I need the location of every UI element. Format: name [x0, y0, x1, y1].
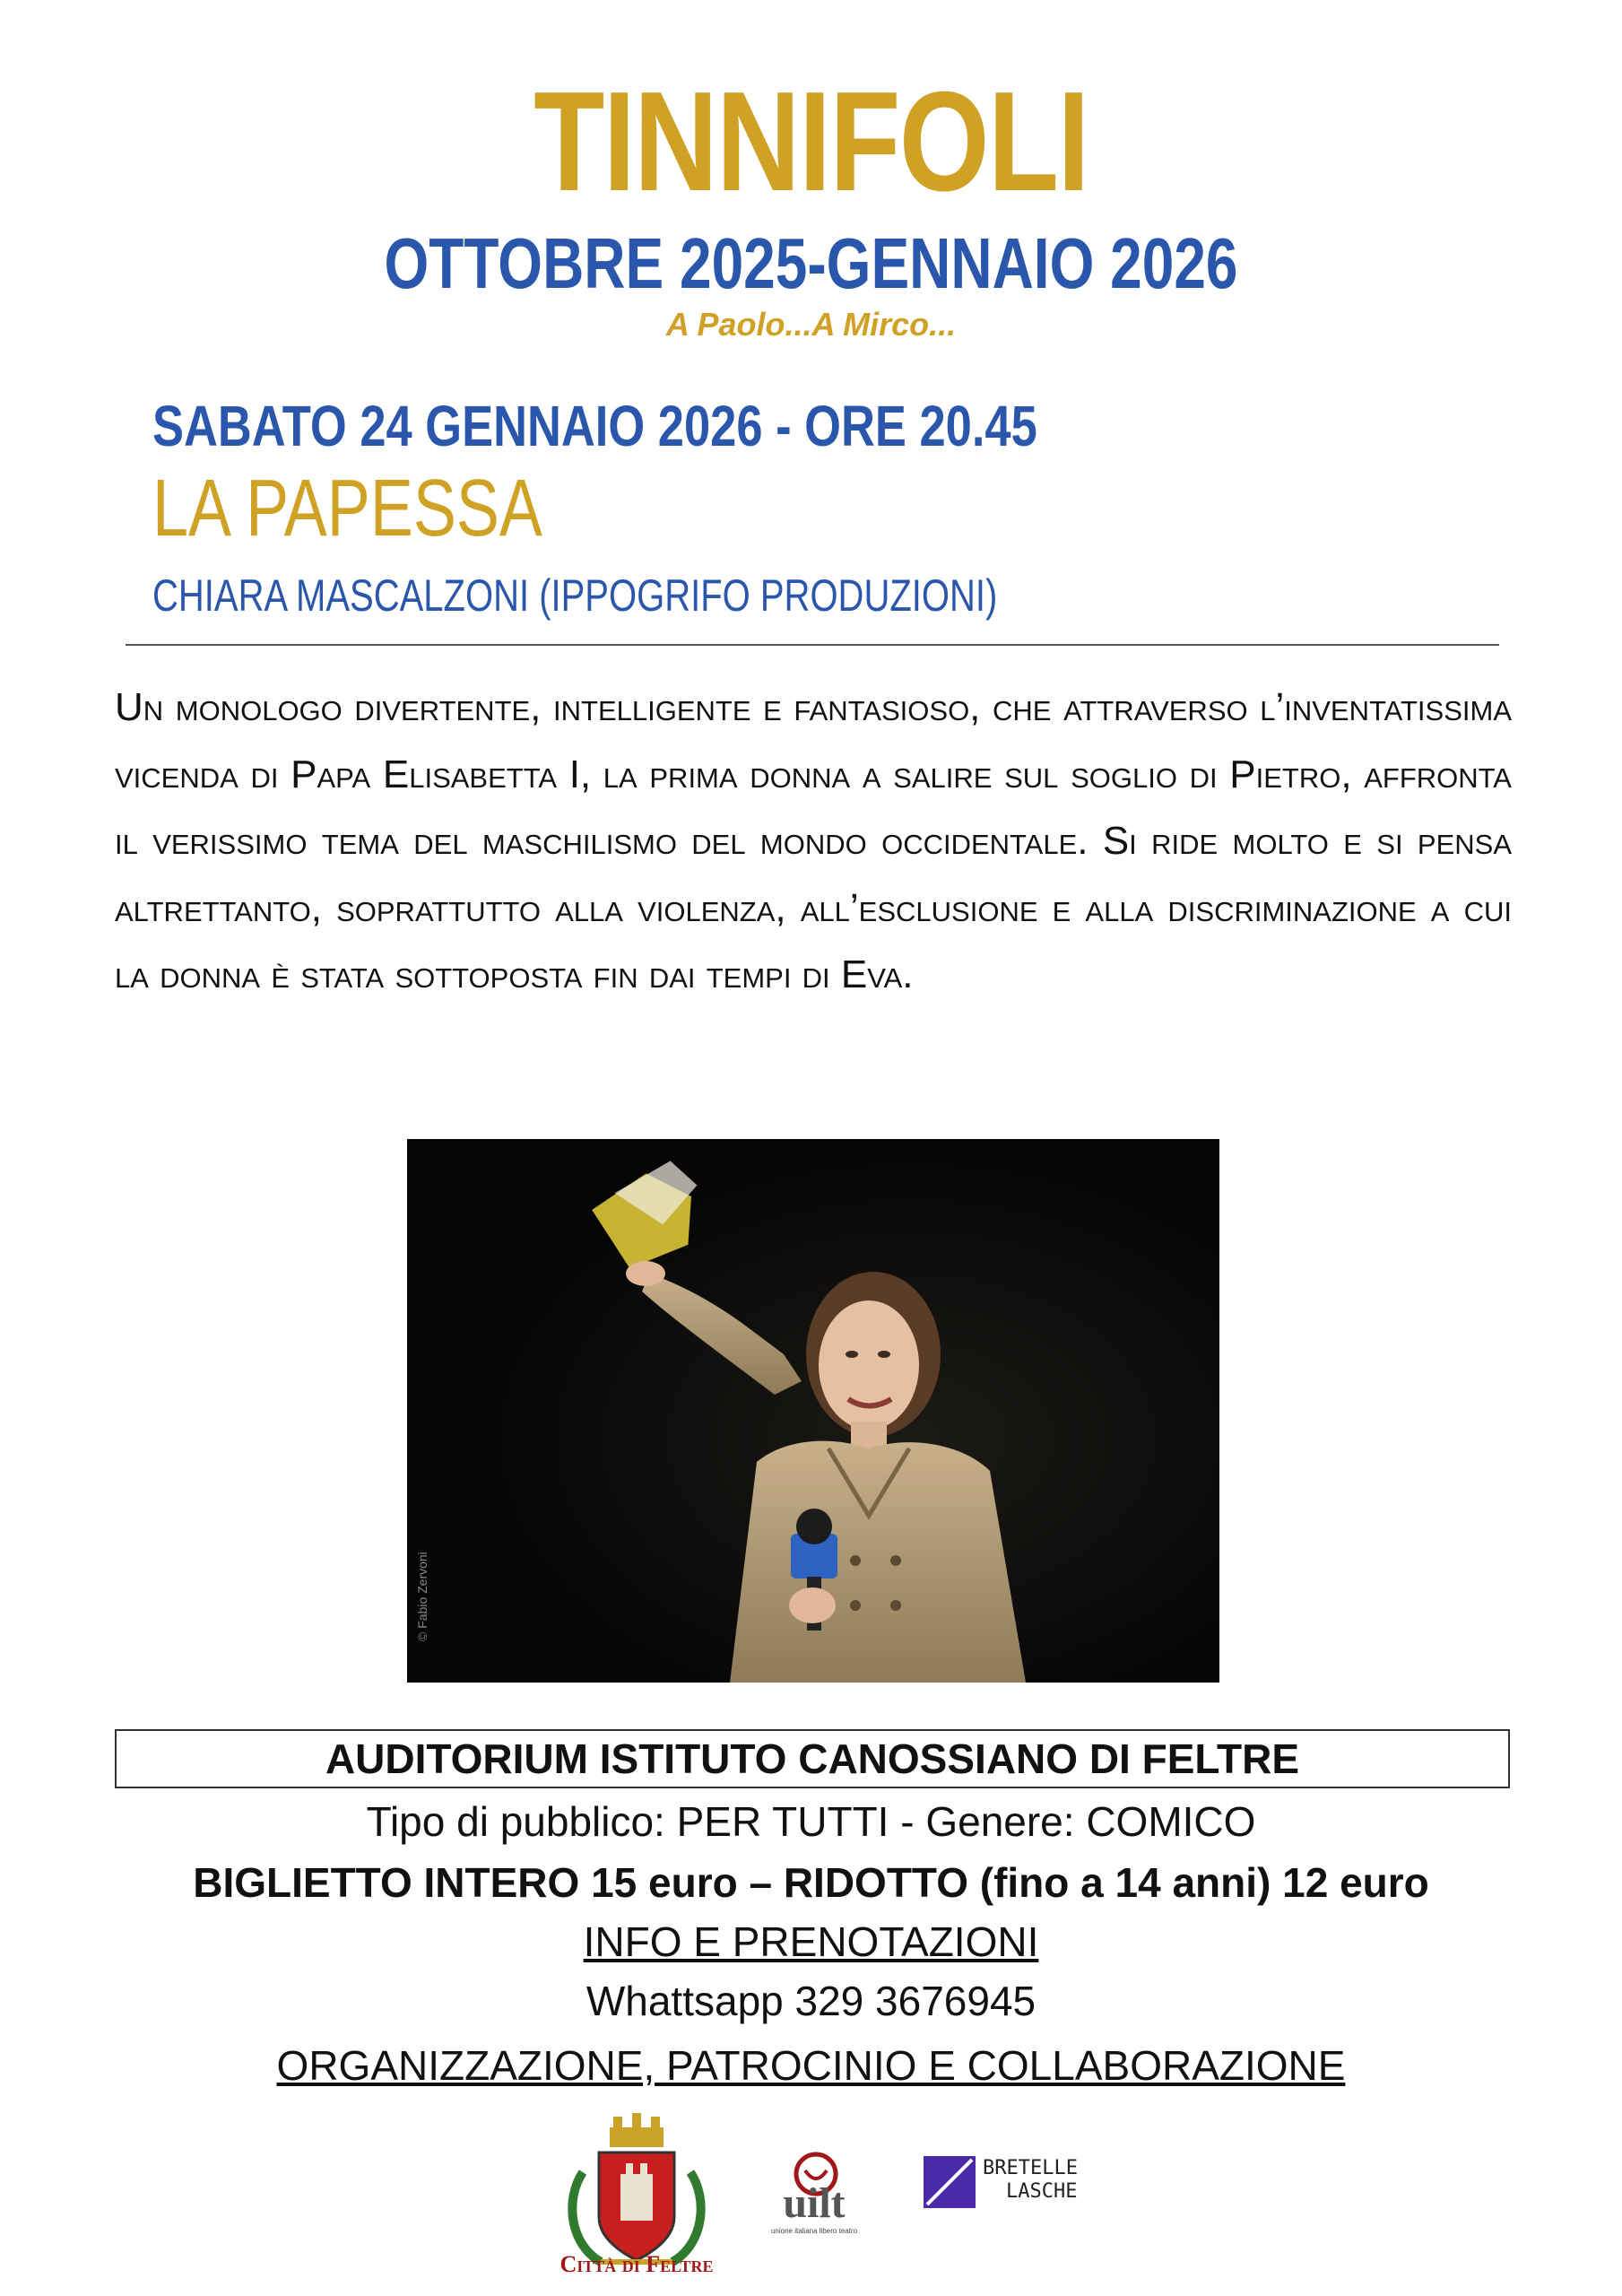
- bretelle-text-1: BRETELLE: [983, 2157, 1078, 2179]
- show-company: CHIARA MASCALZONI (IPPOGRIFO PRODUZIONI): [152, 570, 998, 621]
- uilt-logo: [751, 2145, 877, 2244]
- performer-photo-illustration: [407, 1139, 1219, 1683]
- photo-credit: © Fabio Zervoni: [415, 1552, 429, 1641]
- festival-title: TINNIFOLI: [533, 63, 1089, 221]
- bretelle-lasche-logo: [924, 2149, 1103, 2212]
- whatsapp-contact: Whattsapp 329 3676945: [585, 1978, 1037, 2024]
- uilt-caption: unione italiana libero teatro: [770, 2227, 858, 2235]
- show-title: LA PAPESSA: [152, 464, 542, 553]
- show-photo: [407, 1139, 1219, 1683]
- festival-dedication: A Paolo...A Mirco...: [665, 306, 957, 343]
- show-date: SABATO 24 GENNAIO 2026 - ORE 20.45: [152, 394, 1037, 458]
- show-description: Un monologo divertente, intelligente e fantasioso, che attraverso l’inventatissima vicenda di Papa Elisabetta I, la prima donna a salire sul soglio di Pietro, affronta il verissimo tema del maschilismo del mondo occidentale. Si ride molto e si pensa altrettanto, soprattutto alla violenza, all’esclusione e alla discriminazione a cui la donna è stata sottoposta fin dai tempi di Eva.: [115, 685, 1512, 996]
- info-heading: INFO E PRENOTAZIONI: [583, 1918, 1039, 1965]
- ticket-prices: BIGLIETTO INTERO 15 euro – RIDOTTO (fino a 14 anni) 12 euro: [193, 1859, 1429, 1906]
- bretelle-text-2: LASCHE: [1006, 2180, 1078, 2203]
- venue-name: AUDITORIUM ISTITUTO CANOSSIANO DI FELTRE: [325, 1735, 1300, 1782]
- audience-genre: Tipo di pubblico: PER TUTTI - Genere: COMICO: [366, 1798, 1256, 1845]
- feltre-caption: Città di Feltre: [559, 2251, 714, 2277]
- header-divider: [126, 644, 1499, 646]
- uilt-wordmark: uilt: [783, 2179, 846, 2227]
- organization-heading: ORGANIZZAZIONE, PATROCINIO E COLLABORAZIONE: [276, 2042, 1346, 2089]
- festival-period: OTTOBRE 2025-GENNAIO 2026: [384, 223, 1238, 303]
- venue-box: [115, 1729, 1510, 1788]
